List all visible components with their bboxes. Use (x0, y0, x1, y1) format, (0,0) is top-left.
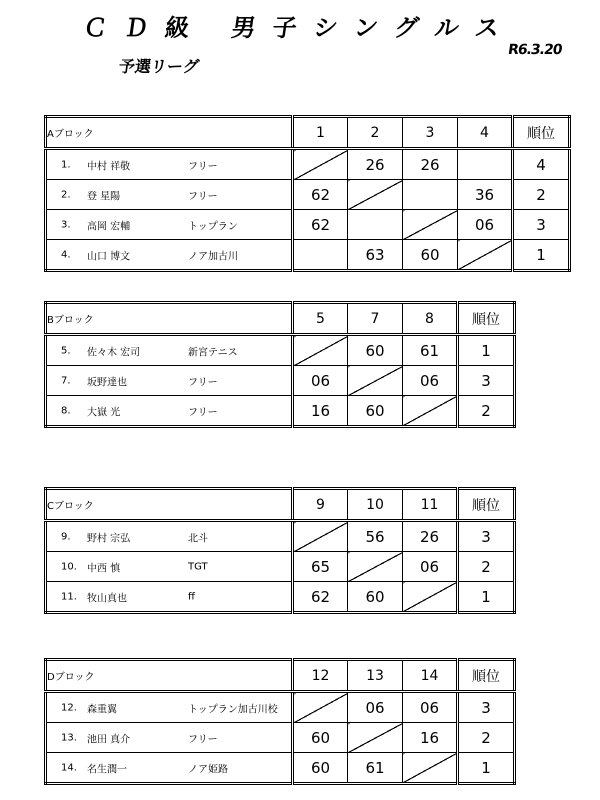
player-number: 11. (61, 591, 77, 602)
player-name: 中村 祥敬 (87, 161, 131, 172)
player-rank: 2 (458, 396, 515, 427)
match-score: 62 (293, 210, 348, 240)
match-score: 06 (403, 552, 458, 582)
player-cell (46, 396, 293, 427)
player-cell (46, 582, 293, 613)
player-club: フリー (188, 191, 218, 202)
column-number: 5 (293, 303, 348, 335)
player-club: ノア加古川 (188, 251, 238, 262)
match-score: 60 (293, 723, 348, 753)
match-score: 16 (403, 723, 458, 753)
player-name: 高岡 宏輔 (87, 221, 131, 232)
block-d-table (44, 658, 516, 785)
player-name: 名生潤一 (87, 764, 127, 775)
player-rank: 1 (458, 582, 515, 613)
self-match-cell (293, 521, 348, 552)
rank-header: 順位 (458, 489, 515, 521)
block-header-row (46, 489, 515, 521)
match-score: 60 (348, 396, 403, 427)
player-club: TGT (188, 561, 208, 572)
player-cell (46, 210, 293, 240)
player-cell (46, 149, 293, 180)
match-score: 62 (293, 582, 348, 613)
page-title: ＣＤ級 男子シングルス (81, 14, 519, 42)
self-match-cell (458, 240, 513, 271)
rank-header: 順位 (513, 117, 570, 149)
player-name: 登 星陽 (87, 191, 121, 202)
player-name: 山口 博文 (87, 251, 131, 262)
player-number: 5. (61, 345, 71, 356)
self-match-cell (348, 723, 403, 753)
player-row (46, 692, 515, 723)
player-cell (46, 723, 293, 753)
player-number: 7. (61, 375, 71, 386)
match-score: 06 (403, 692, 458, 723)
player-name: 牧山真也 (87, 593, 127, 604)
page-subtitle: 予選リーグ (117, 57, 201, 76)
player-club: 新宮テニス (188, 347, 238, 358)
self-match-cell (403, 753, 458, 784)
match-score: 60 (293, 753, 348, 784)
player-rank: 2 (458, 723, 515, 753)
player-club: フリー (188, 161, 218, 172)
player-number: 14. (61, 762, 77, 773)
match-score: 60 (403, 240, 458, 271)
player-club: ff (188, 591, 195, 602)
player-cell (46, 521, 293, 552)
column-number: 4 (458, 117, 513, 149)
player-number: 4. (61, 249, 71, 260)
player-club: フリー (188, 734, 218, 745)
player-rank: 1 (513, 240, 570, 271)
player-club: トップラン (188, 221, 238, 232)
match-score: 62 (293, 180, 348, 210)
event-date: R6.3.20 (506, 42, 563, 58)
player-row (46, 180, 570, 210)
match-score: 26 (403, 521, 458, 552)
player-row (46, 335, 515, 366)
block-header-row (46, 117, 570, 149)
player-name: 池田 真介 (87, 734, 131, 745)
match-score (348, 210, 403, 240)
player-cell (46, 753, 293, 784)
block-label: Dブロック (46, 660, 293, 692)
match-score (403, 180, 458, 210)
rank-header: 順位 (458, 660, 515, 692)
block-header-row (46, 303, 515, 335)
column-number: 8 (403, 303, 458, 335)
player-club: ノア姫路 (188, 764, 228, 775)
self-match-cell (348, 366, 403, 396)
match-score: 63 (348, 240, 403, 271)
player-cell (46, 240, 293, 271)
self-match-cell (293, 692, 348, 723)
match-score: 16 (293, 396, 348, 427)
block-header-row (46, 660, 515, 692)
player-row (46, 582, 515, 613)
player-row (46, 396, 515, 427)
player-rank: 2 (513, 180, 570, 210)
block-label: Aブロック (46, 117, 293, 149)
player-name: 森重翼 (87, 704, 117, 715)
match-score: 26 (348, 149, 403, 180)
player-row (46, 521, 515, 552)
player-rank: 1 (458, 753, 515, 784)
player-name: 坂野達也 (87, 377, 127, 388)
match-score: 65 (293, 552, 348, 582)
column-number: 2 (348, 117, 403, 149)
block-a-table (44, 115, 571, 272)
player-number: 8. (61, 405, 71, 416)
player-club: フリー (188, 377, 218, 388)
player-club: フリー (188, 407, 218, 418)
self-match-cell (348, 180, 403, 210)
player-number: 10. (61, 561, 77, 572)
player-cell (46, 366, 293, 396)
self-match-cell (403, 210, 458, 240)
player-row (46, 149, 570, 180)
player-number: 13. (61, 732, 77, 743)
self-match-cell (403, 396, 458, 427)
match-score: 26 (403, 149, 458, 180)
match-score (458, 149, 513, 180)
block-b-table (44, 301, 516, 428)
match-score: 06 (348, 692, 403, 723)
column-number: 3 (403, 117, 458, 149)
player-row (46, 366, 515, 396)
match-score: 06 (403, 366, 458, 396)
player-row (46, 210, 570, 240)
self-match-cell (348, 552, 403, 582)
column-number: 13 (348, 660, 403, 692)
player-name: 野村 宗弘 (87, 533, 131, 544)
player-rank: 3 (513, 210, 570, 240)
player-rank: 4 (513, 149, 570, 180)
player-name: 中西 慎 (87, 563, 121, 574)
player-cell (46, 335, 293, 366)
column-number: 7 (348, 303, 403, 335)
column-number: 11 (403, 489, 458, 521)
match-score: 61 (348, 753, 403, 784)
player-rank: 3 (458, 521, 515, 552)
self-match-cell (293, 335, 348, 366)
player-name: 大嶽 光 (87, 407, 121, 418)
self-match-cell (293, 149, 348, 180)
match-score: 61 (403, 335, 458, 366)
block-label: Cブロック (46, 489, 293, 521)
column-number: 14 (403, 660, 458, 692)
match-score: 06 (458, 210, 513, 240)
player-row (46, 240, 570, 271)
match-score: 60 (348, 335, 403, 366)
player-rank: 3 (458, 692, 515, 723)
player-club: トップラン加古川校 (188, 704, 278, 715)
block-label: Bブロック (46, 303, 293, 335)
player-number: 9. (61, 531, 71, 542)
player-row (46, 753, 515, 784)
player-cell (46, 692, 293, 723)
column-number: 10 (348, 489, 403, 521)
match-score: 56 (348, 521, 403, 552)
column-number: 12 (293, 660, 348, 692)
player-number: 3. (61, 219, 71, 230)
player-cell (46, 552, 293, 582)
player-rank: 3 (458, 366, 515, 396)
column-number: 1 (293, 117, 348, 149)
player-row (46, 723, 515, 753)
player-row (46, 552, 515, 582)
player-club: 北斗 (188, 533, 208, 544)
player-number: 12. (61, 702, 77, 713)
player-rank: 1 (458, 335, 515, 366)
column-number: 9 (293, 489, 348, 521)
match-score: 36 (458, 180, 513, 210)
match-score (293, 240, 348, 271)
self-match-cell (403, 582, 458, 613)
player-number: 2. (61, 189, 71, 200)
block-c-table (44, 487, 516, 614)
rank-header: 順位 (458, 303, 515, 335)
player-cell (46, 180, 293, 210)
match-score: 06 (293, 366, 348, 396)
player-number: 1. (61, 159, 71, 170)
match-score: 60 (348, 582, 403, 613)
player-rank: 2 (458, 552, 515, 582)
player-name: 佐々木 宏司 (87, 347, 141, 358)
